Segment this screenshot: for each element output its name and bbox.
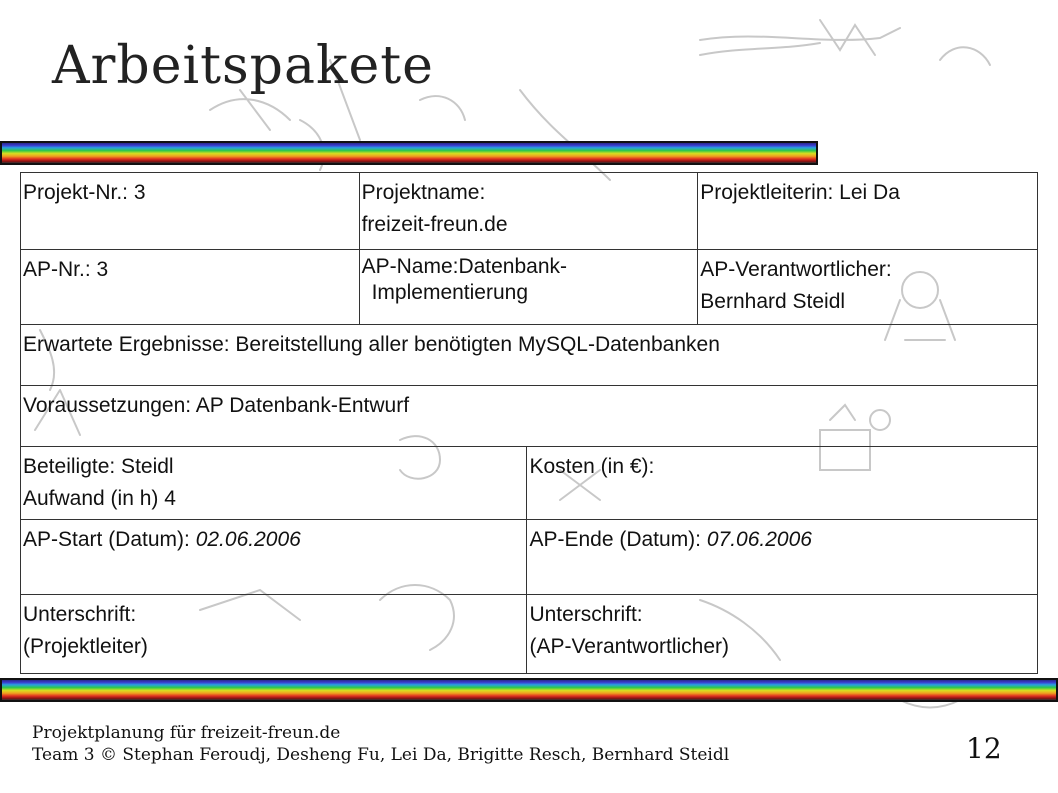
ap-end-label: AP-Ende (Datum): bbox=[529, 528, 707, 551]
ap-end-date: 07.06.2006 bbox=[706, 528, 812, 551]
ap-name-line1: AP-Name:Datenbank- bbox=[361, 255, 568, 278]
costs: Kosten (in €): bbox=[529, 455, 655, 478]
rainbow-bar-bottom bbox=[0, 678, 1058, 702]
costs-cell bbox=[527, 447, 1038, 520]
page-number: 12 bbox=[966, 732, 1002, 765]
ap-responsible-value: Bernhard Steidl bbox=[700, 289, 846, 313]
rainbow-bar-top bbox=[0, 141, 818, 165]
table-row bbox=[21, 173, 1038, 250]
expected-results: Erwartete Ergebnisse: Bereitstellung aller benötigten MySQL-Datenbanken bbox=[23, 333, 720, 356]
ap-number-cell bbox=[21, 250, 360, 325]
effort: Aufwand (in h) 4 bbox=[23, 486, 176, 510]
slide-title: Arbeitspakete bbox=[52, 36, 434, 96]
footer-line1: Projektplanung für freizeit-freun.de bbox=[32, 723, 341, 743]
signature-responsible-role: (AP-Verantwortlicher) bbox=[529, 634, 730, 658]
signature-lead-label: Unterschrift: bbox=[23, 603, 137, 626]
project-number: Projekt-Nr.: 3 bbox=[23, 181, 146, 204]
table-row bbox=[21, 595, 1038, 674]
ap-start-cell bbox=[21, 520, 527, 595]
footer-line2: Team 3 © Stephan Feroudj, Desheng Fu, Lei Da, Brigitte Resch, Bernhard Steidl bbox=[32, 745, 730, 766]
table-row bbox=[21, 250, 1038, 325]
ap-responsible-cell bbox=[698, 250, 1038, 325]
project-lead-cell bbox=[698, 173, 1038, 250]
work-package-table bbox=[20, 172, 1038, 674]
ap-name-line2: Implementierung bbox=[371, 281, 529, 305]
participants: Beteiligte: Steidl bbox=[23, 455, 174, 478]
participants-cell bbox=[21, 447, 527, 520]
table-row bbox=[21, 386, 1038, 447]
signature-responsible-label: Unterschrift: bbox=[529, 603, 643, 626]
ap-end-cell bbox=[527, 520, 1038, 595]
ap-number: AP-Nr.: 3 bbox=[23, 258, 109, 281]
table-row bbox=[21, 325, 1038, 386]
ap-start-date: 02.06.2006 bbox=[195, 528, 301, 551]
ap-start-label: AP-Start (Datum): bbox=[23, 528, 196, 551]
project-name-value: freizeit-freun.de bbox=[361, 212, 508, 236]
signature-lead-role: (Projektleiter) bbox=[23, 634, 148, 658]
project-name-cell bbox=[359, 173, 698, 250]
prerequisites-cell bbox=[21, 386, 1038, 447]
signature-lead-cell bbox=[21, 595, 527, 674]
footer bbox=[32, 722, 729, 766]
signature-responsible-cell bbox=[527, 595, 1038, 674]
project-lead: Projektleiterin: Lei Da bbox=[700, 181, 900, 204]
expected-results-cell bbox=[21, 325, 1038, 386]
ap-responsible-label: AP-Verantwortlicher: bbox=[700, 258, 892, 281]
table-row bbox=[21, 447, 1038, 520]
table-row bbox=[21, 520, 1038, 595]
ap-name-cell bbox=[359, 250, 698, 325]
project-name-label: Projektname: bbox=[361, 181, 486, 204]
prerequisites: Voraussetzungen: AP Datenbank-Entwurf bbox=[23, 394, 410, 417]
project-number-cell bbox=[21, 173, 360, 250]
